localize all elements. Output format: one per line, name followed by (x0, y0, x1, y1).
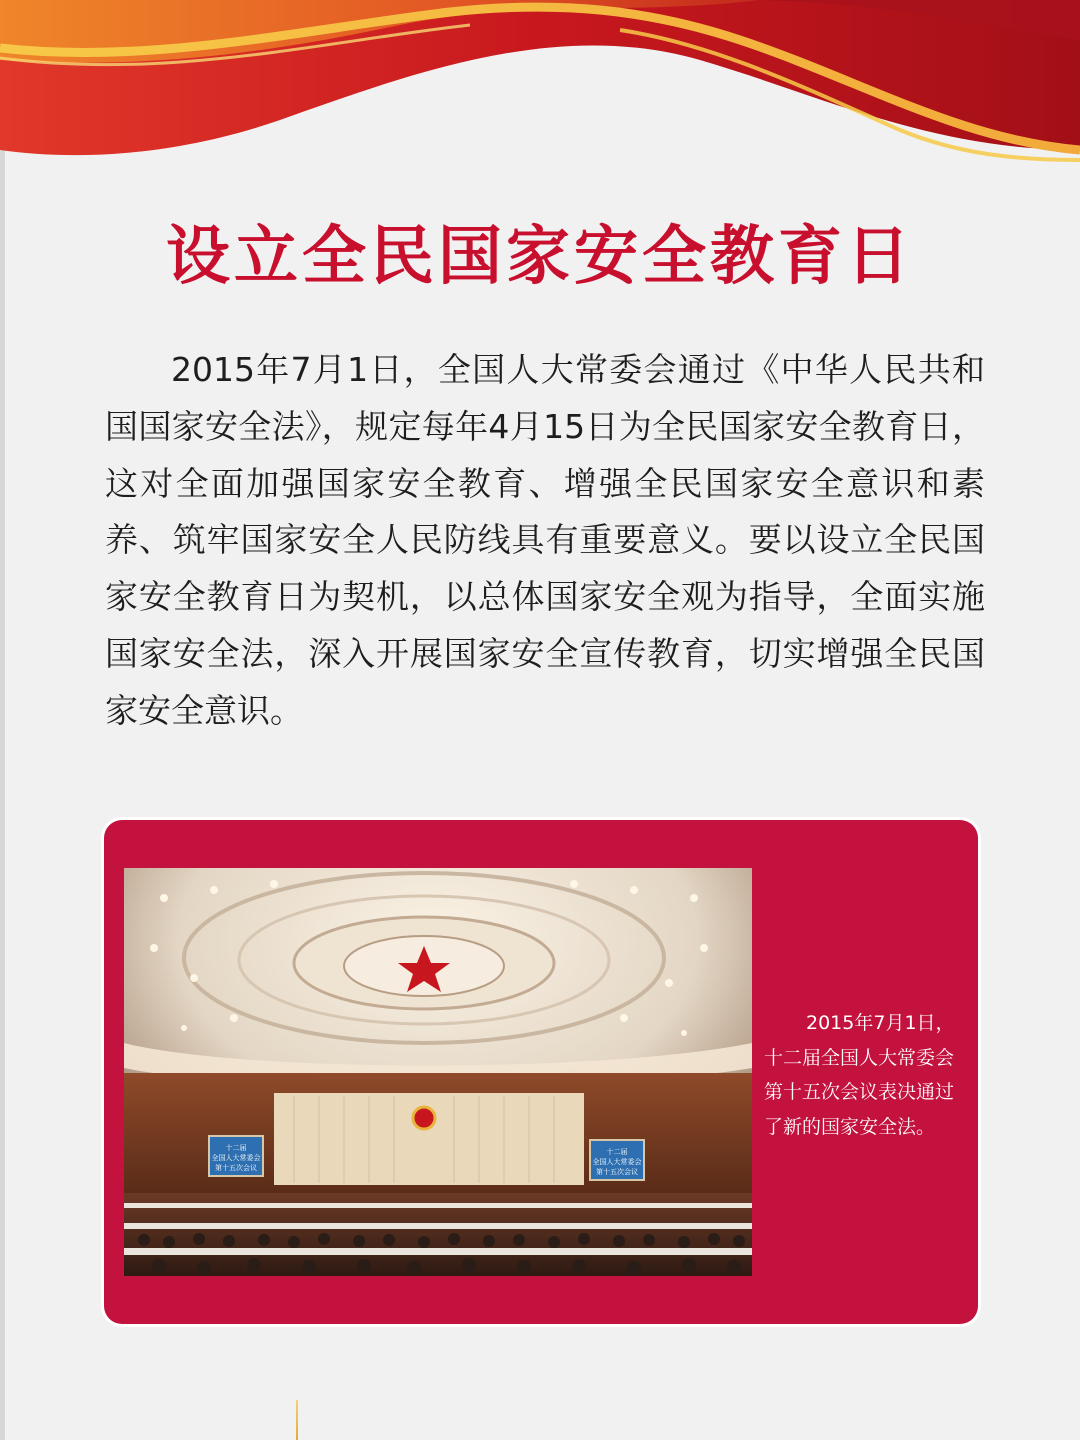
caption-line-3: 第十五次会议表决通过 (764, 1081, 955, 1103)
right-screen-line-3: 第十五次会议 (596, 1168, 638, 1176)
caption-line-1: 2015年7月1日， (806, 1012, 955, 1034)
body-paragraph: 2015年7月1日，全国人大常委会通过《中华人民共和国国家安全法》，规定每年4月15日为全民国家安全教育日，这对全面加强国家安全教育、增强全民国家安全意识和素养、筑牢国家安全人民防线具有重要意义。要以设立全民国家安全教育日为契机，以总体国家安全观为指导，全面实施国家安全法，深入开展国家安全宣传教育，切实增强全民国家安全意识。 (105, 350, 985, 730)
bottom-gold-rule (296, 1400, 298, 1440)
right-screen-line-2: 全国人大常委会 (592, 1158, 642, 1166)
national-emblem-icon (413, 1107, 435, 1129)
assembly-hall-photo (124, 868, 752, 1276)
right-screen-line-1: 十二届 (606, 1148, 628, 1156)
header-wave-decoration (0, 0, 1080, 175)
page-title: 设立全民国家安全教育日 (166, 220, 914, 294)
left-screen-line-2: 全国人大常委会 (211, 1154, 261, 1162)
caption-line-2: 十二届全国人大常委会 (764, 1046, 955, 1069)
left-screen-line-1: 十二届 (225, 1144, 247, 1152)
caption-line-4: 了新的国家安全法。 (764, 1115, 936, 1138)
photo-caption (764, 1006, 968, 1144)
left-screen-line-3: 第十五次会议 (215, 1164, 257, 1172)
photo-panel (104, 820, 978, 1324)
